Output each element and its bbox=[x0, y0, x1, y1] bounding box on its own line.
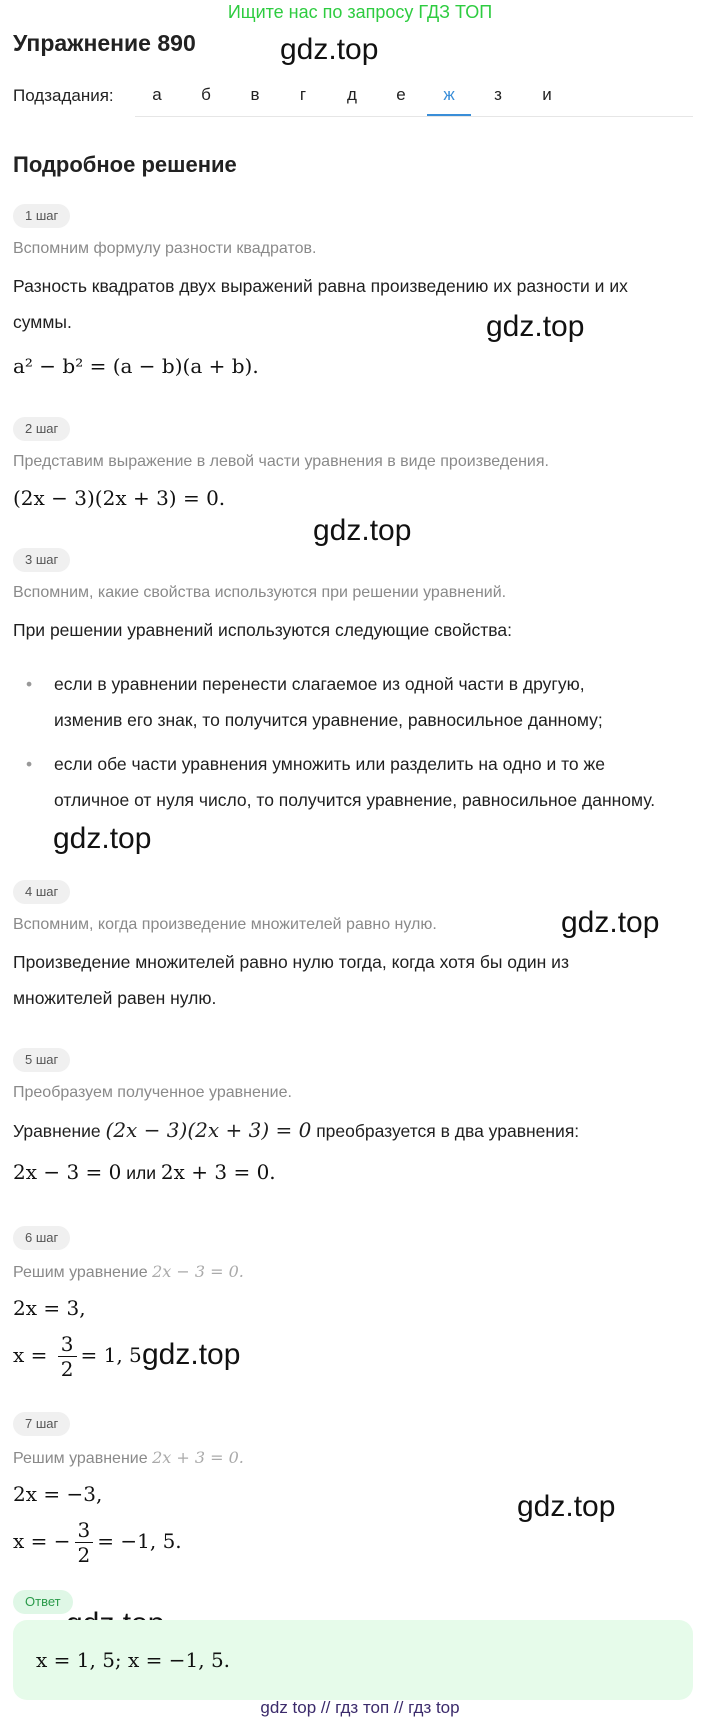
formula bbox=[13, 1518, 182, 1567]
watermark: gdz.top bbox=[142, 1338, 241, 1371]
tab-zh[interactable]: ж bbox=[427, 85, 471, 116]
denominator: 2 bbox=[77, 1543, 91, 1567]
tab-i[interactable]: и bbox=[542, 85, 552, 104]
answer-badge: Ответ bbox=[13, 1590, 73, 1614]
step-badge: 6 шаг bbox=[13, 1226, 70, 1250]
text-fragment: = −1, 5. bbox=[97, 1529, 182, 1553]
step-hint: Преобразуем полученное уравнение. bbox=[13, 1084, 292, 1101]
list-item-line: • если обе части уравнения умножить или разделить на одно и то же bbox=[54, 754, 605, 774]
tab-v[interactable]: в bbox=[250, 85, 260, 104]
step-badge: 1 шаг bbox=[13, 204, 70, 228]
inline-formula: 2x − 3 = 0. bbox=[152, 1262, 244, 1281]
formula: 2x = 3, bbox=[13, 1296, 86, 1320]
text-fragment: Решим уравнение bbox=[13, 1450, 153, 1467]
list-item bbox=[32, 746, 692, 818]
text-fragment: x = − bbox=[13, 1529, 71, 1553]
text-fragment: преобразуется в два уравнения: bbox=[311, 1121, 580, 1141]
step-badge: 2 шаг bbox=[13, 417, 70, 441]
tab-d[interactable]: д bbox=[347, 85, 357, 104]
formula: (2x − 3)(2x + 3) = 0. bbox=[13, 486, 226, 510]
list-item-line: отличное от нуля число, то получится уравнение, равносильное данному. bbox=[54, 790, 656, 810]
step-text: Произведение множителей равно нулю тогда, когда хотя бы один из bbox=[13, 952, 569, 972]
step-text: Разность квадратов двух выражений равна произведению их разности и их bbox=[13, 276, 628, 296]
text-fragment: или bbox=[121, 1163, 161, 1183]
tab-g[interactable]: г bbox=[299, 85, 307, 104]
fraction bbox=[58, 1332, 77, 1381]
formula: 2x = −3, bbox=[13, 1482, 103, 1506]
watermark: gdz.top bbox=[280, 33, 379, 66]
formula: a² − b² = (a − b)(a + b). bbox=[13, 354, 259, 378]
text-fragment: Уравнение bbox=[13, 1121, 106, 1141]
numerator: 3 bbox=[75, 1518, 94, 1543]
denominator: 2 bbox=[60, 1357, 74, 1381]
numerator: 3 bbox=[58, 1332, 77, 1357]
step-badge: 4 шаг bbox=[13, 880, 70, 904]
text-fragment: x = bbox=[13, 1343, 54, 1367]
step-text: суммы. bbox=[13, 312, 72, 332]
tab-a[interactable]: а bbox=[152, 85, 162, 104]
step-hint bbox=[13, 1448, 244, 1468]
text-fragment: Решим уравнение bbox=[13, 1264, 153, 1281]
equation: 2x − 3 = 0 bbox=[13, 1160, 122, 1184]
fraction bbox=[75, 1518, 94, 1567]
footer: gdz top // гдз топ // гдз top bbox=[260, 1698, 460, 1717]
watermark: gdz.top bbox=[313, 514, 412, 547]
text-fragment: = 1, 5. bbox=[80, 1343, 149, 1367]
answer-text: x = 1, 5; x = −1, 5. bbox=[36, 1648, 231, 1672]
tab-z[interactable]: з bbox=[494, 85, 502, 104]
step-hint: Вспомним формулу разности квадратов. bbox=[13, 240, 317, 257]
list-item bbox=[32, 666, 692, 738]
watermark: gdz.top bbox=[486, 310, 585, 343]
section-title: Подробное решение bbox=[13, 152, 237, 177]
inline-formula: (2x − 3)(2x + 3) = 0 bbox=[105, 1118, 312, 1142]
watermark: gdz.top bbox=[561, 906, 660, 939]
step-text bbox=[13, 1112, 693, 1149]
subtasks-label: Подзадания: bbox=[13, 86, 114, 105]
formula bbox=[13, 1332, 148, 1381]
tab-e[interactable]: е bbox=[396, 85, 406, 104]
step-hint: Представим выражение в левой части уравнения в виде произведения. bbox=[13, 453, 549, 470]
list-item-line: изменив его знак, то получится уравнение, равносильное данному; bbox=[54, 710, 603, 730]
step-hint bbox=[13, 1262, 244, 1282]
inline-formula: 2x + 3 = 0. bbox=[152, 1448, 244, 1467]
formula bbox=[13, 1160, 276, 1184]
watermark: gdz.top bbox=[53, 822, 152, 855]
step-badge: 3 шаг bbox=[13, 548, 70, 572]
subtasks-tabs bbox=[135, 80, 693, 117]
step-text: При решении уравнений используются следующие свойства: bbox=[13, 620, 512, 640]
step-text: множителей равен нулю. bbox=[13, 988, 217, 1008]
watermark: gdz.top bbox=[517, 1490, 616, 1523]
equation: 2x + 3 = 0. bbox=[160, 1160, 276, 1184]
step-badge: 5 шаг bbox=[13, 1048, 70, 1072]
list-item-line: • если в уравнении перенести слагаемое из одной части в другую, bbox=[54, 674, 585, 694]
top-banner: Ищите нас по запросу ГДЗ ТОП bbox=[227, 2, 493, 22]
tab-b[interactable]: б bbox=[201, 85, 211, 104]
step-hint: Вспомним, когда произведение множителей равно нулю. bbox=[13, 916, 437, 933]
step-hint: Вспомним, какие свойства используются при решении уравнений. bbox=[13, 584, 507, 601]
step-badge: 7 шаг bbox=[13, 1412, 70, 1436]
page-title: Упражнение 890 bbox=[13, 30, 196, 56]
